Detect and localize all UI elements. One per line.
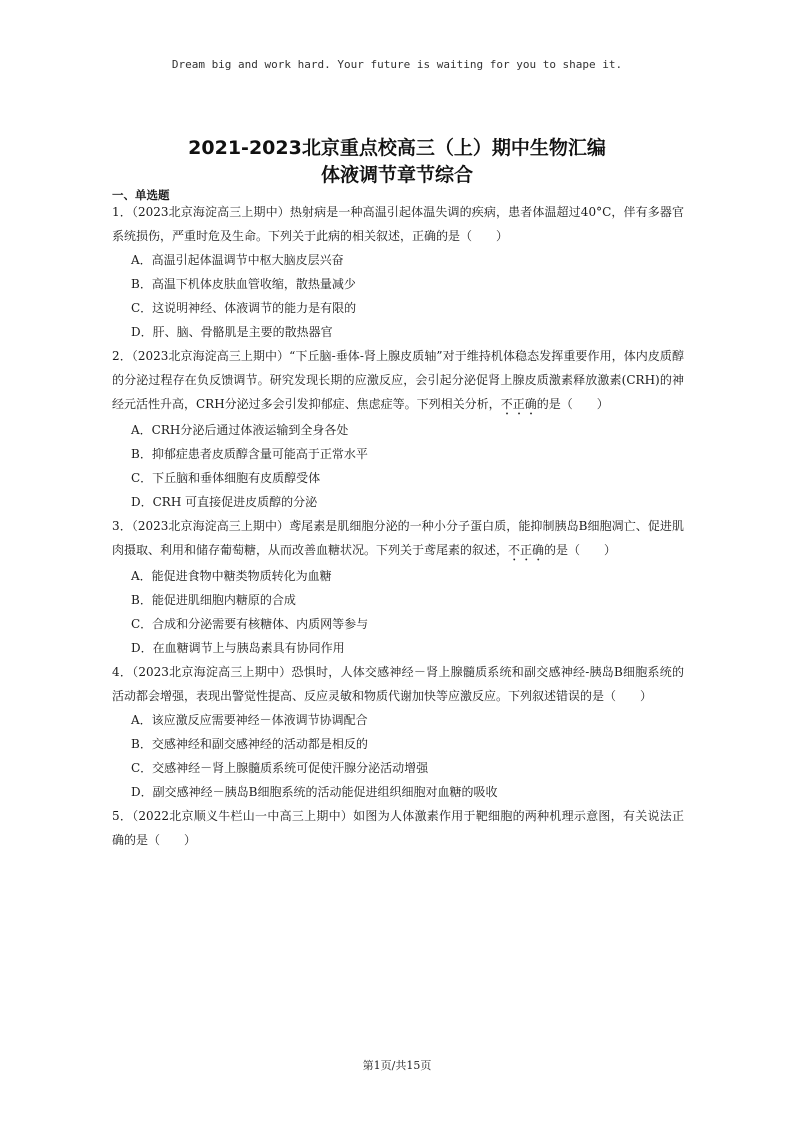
stem-text: 3．（2023北京海淀高三上期中）鸢尾素是肌细胞分泌的一种小分子蛋白质，能抑制胰岛B细胞凋亡、促进肌肉摄取、利用和储存葡萄糖，从而改善血糖状况。下列关于鸢尾素的叙述， <box>112 519 684 557</box>
question-list <box>112 200 684 852</box>
question-5 <box>112 804 684 852</box>
option-c: C．这说明神经、体液调节的能力是有限的 <box>131 301 357 315</box>
option-d: D．副交感神经－胰岛B细胞系统的活动能促进组织细胞对血糖的吸收 <box>131 785 498 799</box>
option-b: B．交感神经和副交感神经的活动都是相反的 <box>131 737 368 751</box>
stem-text: 2．（2023北京海淀高三上期中）“下丘脑-垂体-肾上腺皮质轴”对于维持机体稳态发挥重要作用，体内皮质醇的分泌过程存在负反馈调节。研究发现长期的应激反应，会引起分泌促肾上腺皮质激素释放激素(CRH)的神经元活性升高，CRH分泌过多会引发抑郁症、焦虑症等。下列相关分析， <box>112 349 684 411</box>
option-a: A．能促进食物中糖类物质转化为血糖 <box>131 569 332 583</box>
question-stem: 5．（2022北京顺义牛栏山一中高三上期中）如图为人体激素作用于靶细胞的两种机理示意图，有关说法正确的是（ ） <box>112 809 684 847</box>
option-d: D．CRH 可直接促进皮质醇的分泌 <box>131 495 318 509</box>
stem-ending: 的是（ ） <box>544 543 617 557</box>
option-b: B．高温下机体皮肤血管收缩，散热量减少 <box>131 277 356 291</box>
option-a: A．CRH分泌后通过体液运输到全身各处 <box>131 423 349 437</box>
header-motto: Dream big and work hard. Your future is waiting for you to shape it. <box>171 58 623 71</box>
option-a: A．该应激反应需要神经－体液调节协调配合 <box>131 713 368 727</box>
question-stem: 4．（2023北京海淀高三上期中）恐惧时，人体交感神经－肾上腺髓质系统和副交感神经-胰岛B细胞系统的活动都会增强，表现出警觉性提高、反应灵敏和物质代谢加快等应激反应。下列叙述错误的是（ ） <box>112 665 684 703</box>
section-heading: 一、单选题 <box>112 188 170 202</box>
emphasis-text: 不正确 <box>500 397 537 411</box>
option-c: C．下丘脑和垂体细胞有皮质醇受体 <box>131 471 321 485</box>
document-subtitle: 体液调节章节综合 <box>320 164 473 186</box>
question-1 <box>112 200 684 344</box>
option-b: B．能促进肌细胞内糖原的合成 <box>131 593 296 607</box>
option-d: D．肝、脑、骨骼肌是主要的散热器官 <box>131 325 333 339</box>
document-title: 2021-2023北京重点校高三（上）期中生物汇编 <box>188 137 606 159</box>
stem-ending: 的是（ ） <box>536 397 609 411</box>
question-stem <box>112 514 684 564</box>
option-c: C．交感神经－肾上腺髓质系统可促使汗腺分泌活动增强 <box>131 761 429 775</box>
question-3 <box>112 514 684 660</box>
question-2 <box>112 344 684 514</box>
emphasis-text: 不正确 <box>508 543 545 557</box>
question-stem: 1．（2023北京海淀高三上期中）热射病是一种高温引起体温失调的疾病，患者体温超过40°C，伴有多器官系统损伤，严重时危及生命。下列关于此病的相关叙述，正确的是（ ） <box>112 205 684 243</box>
question-4 <box>112 660 684 804</box>
option-a: A．高温引起体温调节中枢大脑皮层兴奋 <box>131 253 344 267</box>
option-d: D．在血糖调节上与胰岛素具有协同作用 <box>131 641 345 655</box>
question-stem <box>112 344 684 418</box>
option-b: B．抑郁症患者皮质醇含量可能高于正常水平 <box>131 447 368 461</box>
option-c: C．合成和分泌需要有核糖体、内质网等参与 <box>131 617 369 631</box>
page-number: 第1页/共15页 <box>362 1059 432 1072</box>
